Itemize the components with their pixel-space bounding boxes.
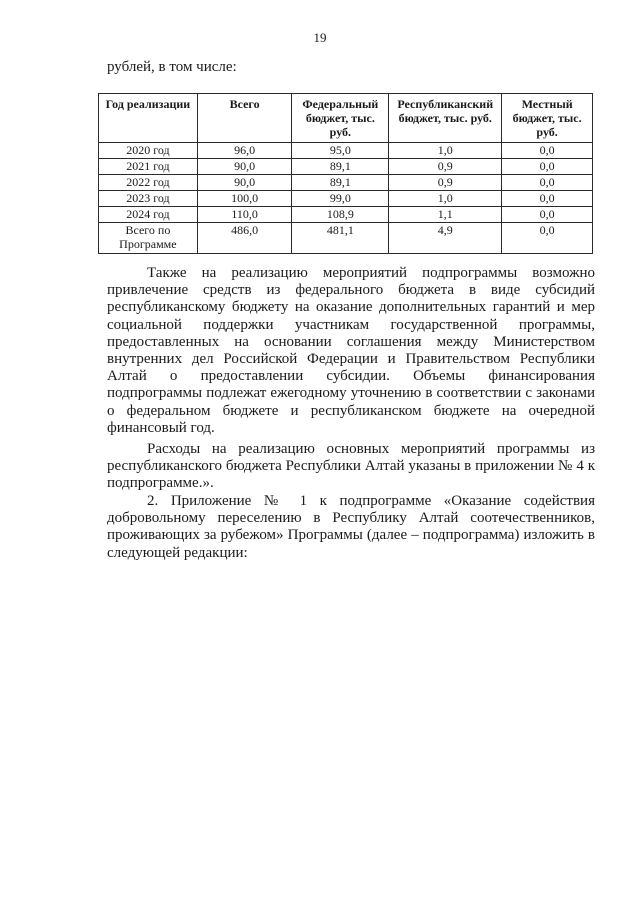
cell-republican: 1,1 bbox=[389, 207, 502, 223]
cell-local: 0,0 bbox=[502, 191, 593, 207]
cell-federal: 89,1 bbox=[292, 159, 389, 175]
header-republican: Республиканский бюджет, тыс. руб. bbox=[389, 94, 502, 143]
table-row bbox=[99, 191, 593, 207]
cell-year: 2021 год bbox=[99, 159, 198, 175]
cell-local: 0,0 bbox=[502, 175, 593, 191]
table-total-row bbox=[99, 223, 593, 254]
header-total: Всего bbox=[197, 94, 292, 143]
paragraph-text: 2. Приложение № 1 к подпрограмме «Оказание содействия добровольному переселению в Республику Алтай соотечественников, проживающих за рубежом» Программы (далее – подпрограмма) изложить в следующей редакции: bbox=[107, 493, 595, 561]
cell-republican: 1,0 bbox=[389, 143, 502, 159]
paragraph-appendix-amendment bbox=[107, 493, 595, 562]
paragraph-republican-expenses bbox=[107, 441, 595, 493]
cell-federal: 481,1 bbox=[292, 223, 389, 254]
page-number: 19 bbox=[313, 30, 327, 45]
cell-year: 2023 год bbox=[99, 191, 198, 207]
table-row bbox=[99, 207, 593, 223]
cell-local: 0,0 bbox=[502, 159, 593, 175]
cell-local: 0,0 bbox=[502, 207, 593, 223]
cell-federal: 95,0 bbox=[292, 143, 389, 159]
cell-federal: 108,9 bbox=[292, 207, 389, 223]
table-row bbox=[99, 175, 593, 191]
cell-total: 96,0 bbox=[197, 143, 292, 159]
cell-year: 2024 год bbox=[99, 207, 198, 223]
paragraph-federal-funding bbox=[107, 265, 595, 437]
header-federal: Федеральный бюджет, тыс. руб. bbox=[292, 94, 389, 143]
cell-year: 2022 год bbox=[99, 175, 198, 191]
paragraph-text: Также на реализацию мероприятий подпрограммы возможно привлечение средств из федерального бюджета в виде субсидий республиканскому бюджету на оказание дополнительных гарантий и мер социальной поддержки участникам государственной программы, предоставленных на основании соглашения между Министерством внутренних дел Российской Федерации и Правительством Республики Алтай о предоставлении субсидии. Объемы финансирования подпрограммы подлежат ежегодному уточнению в соответствии с законами о федеральном бюджете и республиканском бюджете на очередной финансовый год. bbox=[107, 265, 595, 436]
header-local: Местный бюджет, тыс. руб. bbox=[502, 94, 593, 143]
cell-total: 486,0 bbox=[197, 223, 292, 254]
cell-total: 110,0 bbox=[197, 207, 292, 223]
cell-local: 0,0 bbox=[502, 223, 593, 254]
header-year: Год реализации bbox=[99, 94, 198, 143]
table-row bbox=[99, 143, 593, 159]
budget-table bbox=[98, 93, 593, 254]
cell-republican: 1,0 bbox=[389, 191, 502, 207]
cell-total: 90,0 bbox=[197, 159, 292, 175]
paragraph-text: Расходы на реализацию основных мероприятий программы из республиканского бюджета Республики Алтай указаны в приложении № 4 к подпрограмме.». bbox=[107, 441, 595, 492]
table-header-row bbox=[99, 94, 593, 143]
cell-federal: 99,0 bbox=[292, 191, 389, 207]
cell-total: 100,0 bbox=[197, 191, 292, 207]
cell-local: 0,0 bbox=[502, 143, 593, 159]
cell-year: 2020 год bbox=[99, 143, 198, 159]
cell-federal: 89,1 bbox=[292, 175, 389, 191]
table-row bbox=[99, 159, 593, 175]
cell-republican: 0,9 bbox=[389, 175, 502, 191]
intro-text: рублей, в том числе: bbox=[107, 59, 237, 75]
cell-republican: 0,9 bbox=[389, 159, 502, 175]
cell-republican: 4,9 bbox=[389, 223, 502, 254]
cell-total: 90,0 bbox=[197, 175, 292, 191]
cell-year: Всего по Программе bbox=[99, 223, 198, 254]
